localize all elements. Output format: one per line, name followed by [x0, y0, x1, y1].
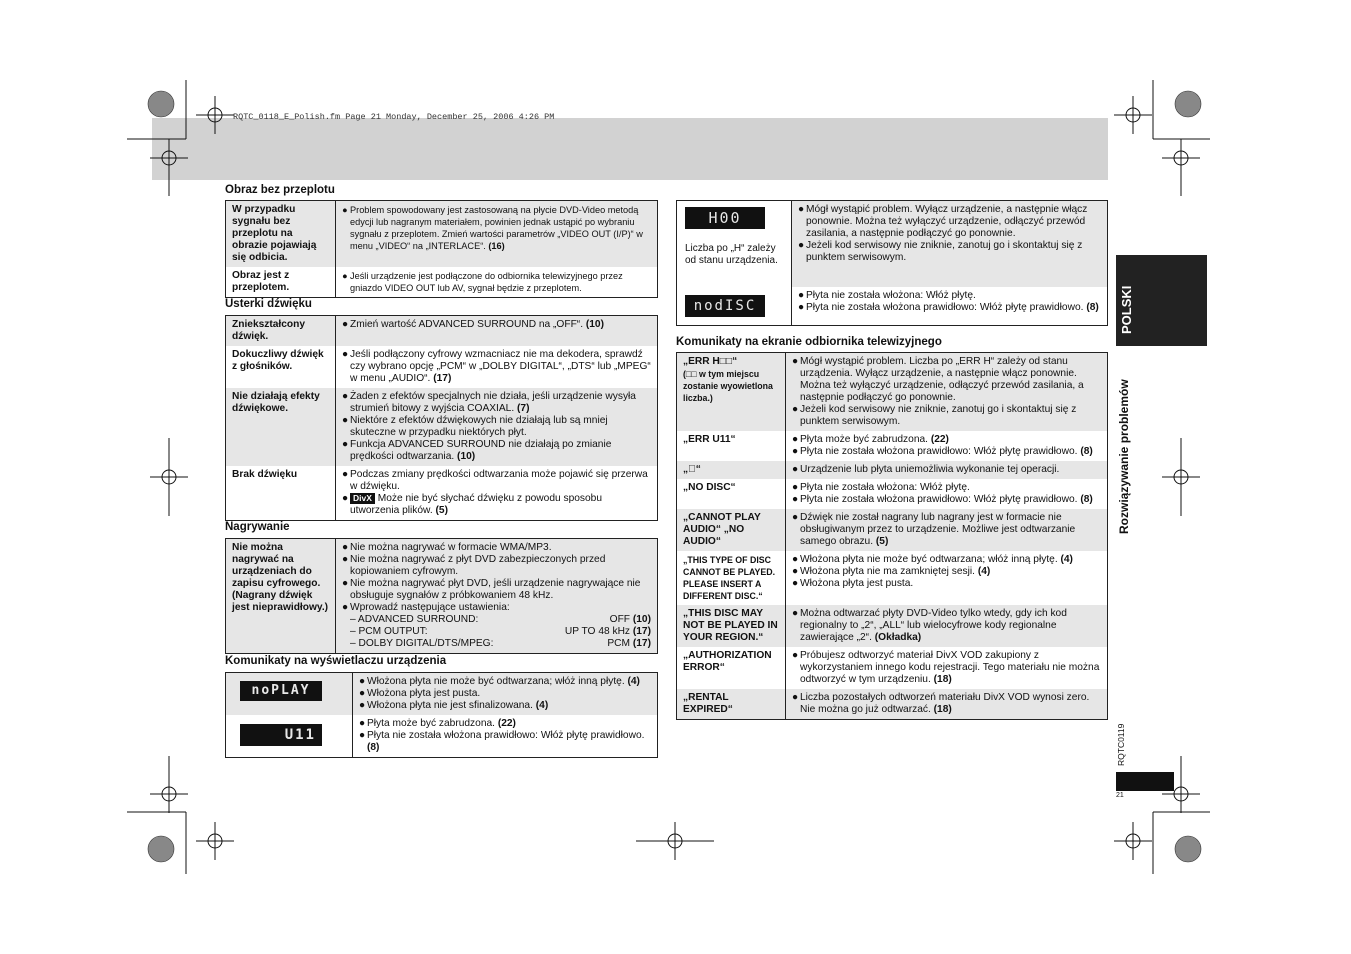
lcd-display: H00	[685, 207, 765, 229]
table-row	[677, 461, 1108, 479]
table-row	[226, 316, 658, 347]
table-row	[677, 509, 1108, 551]
row-key: W przypadku sygnału bez przeplotu na obrazie pojawiają się odbicia.	[226, 201, 336, 268]
row-desc: ● Podczas zmiany prędkości odtwarzania może pojawić się przerwa w dźwięku. ● DivX Może nie być słychać dźwięku z powodu sposobu utworzenia plików. (5)	[342, 469, 648, 516]
table-row	[226, 539, 658, 654]
lcd-display: nodISC	[685, 295, 765, 317]
table-usterki	[225, 315, 658, 521]
table-row	[677, 551, 1108, 605]
row-desc: ● Liczba pozostałych odtworzeń materiału DivX VOD wynosi zero. Nie można go już odtwarzać. (18)	[786, 689, 1108, 720]
page-number-box	[1116, 772, 1174, 791]
row-key: „AUTHORIZATION ERROR“	[677, 647, 786, 689]
table-row	[226, 267, 658, 298]
row-desc: ● Płyta może być zabrudzona. (22) ● Płyta nie została włożona prawidłowo: Włóż płytę prawidłowo. (8)	[792, 434, 1093, 457]
table-wyswietlacz	[225, 672, 658, 758]
row-desc: ● Problem spowodowany jest zastosowaną na płycie DVD-Video metodą edycji lub nagranym materiałem, powinien jednak ustąpić po wybraniu sygnału z przeplotem. Zmień wartości parametrów „VIDEO OUT (I/P)“ w menu „VIDEO“ na „INTERLACE“. (16)	[336, 201, 658, 268]
table-row	[226, 388, 658, 466]
table-row	[677, 479, 1108, 509]
table-tv-messages	[676, 352, 1108, 720]
row-desc: ● Jeśli podłączony cyfrowy wzmacniacz nie ma dekodera, sprawdź czy wybrano opcję „PCM“ w „DOLBY DIGITAL“, „DTS“ lub „MPEG“ w menu „AUDIO“. (17)	[342, 349, 651, 384]
display-caption: Liczba po „H“ zależy od stanu urządzenia.	[685, 243, 778, 266]
lcd-display: noPLAY	[240, 681, 322, 701]
row-key: „ERR H□□“ (□□ w tym miejscu zostanie wyowietlona liczba.)	[677, 353, 786, 432]
table-row	[677, 689, 1108, 720]
row-desc: ● Płyta może być zabrudzona. (22) ● Płyta nie została włożona prawidłowo: Włóż płytę prawidłowo. (8)	[359, 718, 645, 753]
table-row	[677, 605, 1108, 647]
row-key: „RENTAL EXPIRED“	[677, 689, 786, 720]
row-desc: ● Żaden z efektów specjalnych nie działa, jeśli urządzenie wysyła strumień bitowy z wyjścia COAXIAL. (7) ● Niektóre z efektów dźwiękowych nie działają lub są mniej skuteczne w przypadku niektórych płyt. ● Funkcja ADVANCED SURROUND nie działają po zmianie prędkości odtwarzania. (10)	[336, 388, 658, 466]
row-desc: ● Urządzenie lub płyta uniemożliwia wykonanie tej operacji.	[786, 461, 1108, 479]
table-row	[677, 353, 1108, 432]
row-desc: ● Dźwięk nie został nagrany lub nagrany jest w formacie nie obsługiwanym przez to urządzenie. Możliwe jest odtwarzanie samego obrazu. (5)	[786, 509, 1108, 551]
setting-row: – DOLBY DIGITAL/DTS/MPEG: PCM (17)	[350, 638, 651, 649]
row-desc: ● Można odtwarzać płyty DVD-Video tylko wtedy, gdy ich kod regionalny to „2“, „ALL“ lub wielocyfrowe kody regionalne zawierające „2“. (Okładka)	[786, 605, 1108, 647]
doc-code: RQTC0119	[1116, 723, 1126, 766]
row-key: „THIS DISC MAY NOT BE PLAYED IN YOUR REGION.“	[677, 605, 786, 647]
page-number: 21	[1116, 792, 1124, 799]
section-title-wyswietlacz: Komunikaty na wyświetlaczu urządzenia	[225, 655, 447, 667]
table-row	[677, 287, 1108, 326]
row-key: Brak dźwięku	[226, 466, 336, 521]
table-row	[226, 201, 658, 268]
row-desc: ● Płyta nie została włożona: Włóż płytę. ● Płyta nie została włożona prawidłowo: Włóż płytę prawidłowo. (8)	[798, 290, 1099, 313]
section-title-tv: Komunikaty na ekranie odbiornika telewizyjnego	[676, 336, 942, 348]
row-desc: ● Płyta nie została włożona: Włóż płytę. ● Płyta nie została włożona prawidłowo: Włóż płytę prawidłowo. (8)	[792, 482, 1093, 505]
file-info-line: RQTC_0118_E_Polish.fm Page 21 Monday, December 25, 2006 4:26 PM	[233, 112, 555, 122]
row-key: „THIS TYPE OF DISC CANNOT BE PLAYED. PLEASE INSERT A DIFFERENT DISC.“	[677, 551, 786, 605]
table-row	[677, 431, 1108, 461]
section-title-obraz: Obraz bez przeplotu	[225, 184, 335, 196]
row-desc: ● Nie można nagrywać w formacie WMA/MP3. ● Nie można nagrywać z płyt DVD zabezpieczonych przed kopiowaniem cyfrowym. ● Nie można nagrywać płyt DVD, jeśli urządzenie nagrywające nie obsługuje sygnałów z próbkowaniem 48 kHz. ● Wprowadź następujące ustawienia: – ADVANCED SURROUND: OFF (10) – PCM OUTPUT: UP TO 48 kHz (17) – DOLBY DIGITAL/DTS/MPEG: PCM (17)	[336, 539, 658, 654]
section-title-usterki: Usterki dźwięku	[225, 298, 312, 310]
row-desc: ● Jeśli urządzenie jest podłączone do odbiornika telewizyjnego przez gniazdo VIDEO OUT lub AV, sygnał będzie z przeplotem.	[342, 271, 623, 293]
setting-row: – ADVANCED SURROUND: OFF (10)	[350, 614, 651, 625]
row-desc: ● Włożona płyta nie może być odtwarzana; włóż inną płytę. (4) ● Włożona płyta jest pusta. ● Włożona płyta nie jest sfinalizowana. (4)	[353, 673, 658, 716]
row-desc: ● Mógł wystąpić problem. Liczba po „ERR H“ zależy od stanu urządzenia. Wyłącz urządzenie, a następnie włącz ponownie. Można też wyłączyć urządzenie, odłączyć przewód zasilania, a następnie podłączyć go ponownie. ● Jeżeli kod serwisowy nie zniknie, zanotuj go i skontaktuj się z punktem serwisowym.	[786, 353, 1108, 432]
row-key: „ERR U11“	[677, 431, 786, 461]
table-obraz	[225, 200, 658, 298]
row-key: Dokuczliwy dźwięk z głośników.	[226, 346, 336, 388]
table-row	[677, 201, 1108, 288]
row-key: Zniekształcony dźwięk.	[226, 316, 336, 347]
row-key	[226, 673, 353, 716]
table-display-codes	[676, 200, 1108, 326]
row-key: „⃠“	[677, 461, 786, 479]
row-desc: ● Zmień wartość ADVANCED SURROUND na „OFF“. (10)	[336, 316, 658, 347]
table-row	[226, 715, 658, 758]
row-key: „NO DISC“	[677, 479, 786, 509]
lcd-display: U11	[240, 724, 322, 746]
table-row	[226, 673, 658, 716]
row-key	[226, 715, 353, 758]
row-desc: ● Próbujesz odtworzyć materiał DivX VOD zakupiony z wykorzystaniem innego kodu rejestracji. Tego materiału nie można odtworzyć w tym urządzeniu. (18)	[792, 650, 1100, 685]
table-row	[226, 346, 658, 388]
setting-row: – PCM OUTPUT: UP TO 48 kHz (17)	[350, 626, 651, 637]
table-row	[677, 647, 1108, 689]
table-nagrywanie	[225, 538, 658, 654]
row-key: Obraz jest z przeplotem.	[226, 267, 336, 298]
row-key	[677, 287, 792, 326]
row-key: Nie można nagrywać na urządzeniach do zapisu cyfrowego. (Nagrany dźwięk jest nieprawidłowy.)	[226, 539, 336, 654]
section-side-label: Rozwiązywanie problemów	[1117, 379, 1131, 534]
row-key	[677, 201, 792, 288]
section-title-nagrywanie: Nagrywanie	[225, 521, 290, 533]
row-key: „CANNOT PLAY AUDIO“ „NO AUDIO“	[677, 509, 786, 551]
row-key: Nie działają efekty dźwiękowe.	[226, 388, 336, 466]
divx-badge: DivX	[350, 493, 375, 504]
table-row	[226, 466, 658, 521]
row-desc: ● Mógł wystąpić problem. Wyłącz urządzenie, a następnie włącz ponownie. Można też wyłączyć urządzenie, odłączyć przewód zasilania, a następnie podłączyć go ponownie. ● Jeżeli kod serwisowy nie zniknie, zanotuj go i skontaktuj się z punktem serwisowym.	[792, 201, 1108, 288]
language-tab-label: POLSKI	[1119, 285, 1134, 334]
row-desc: ● Włożona płyta nie może być odtwarzana; włóż inną płytę. (4) ● Włożona płyta nie ma zamkniętej sesji. (4) ● Włożona płyta jest pusta.	[792, 554, 1073, 589]
